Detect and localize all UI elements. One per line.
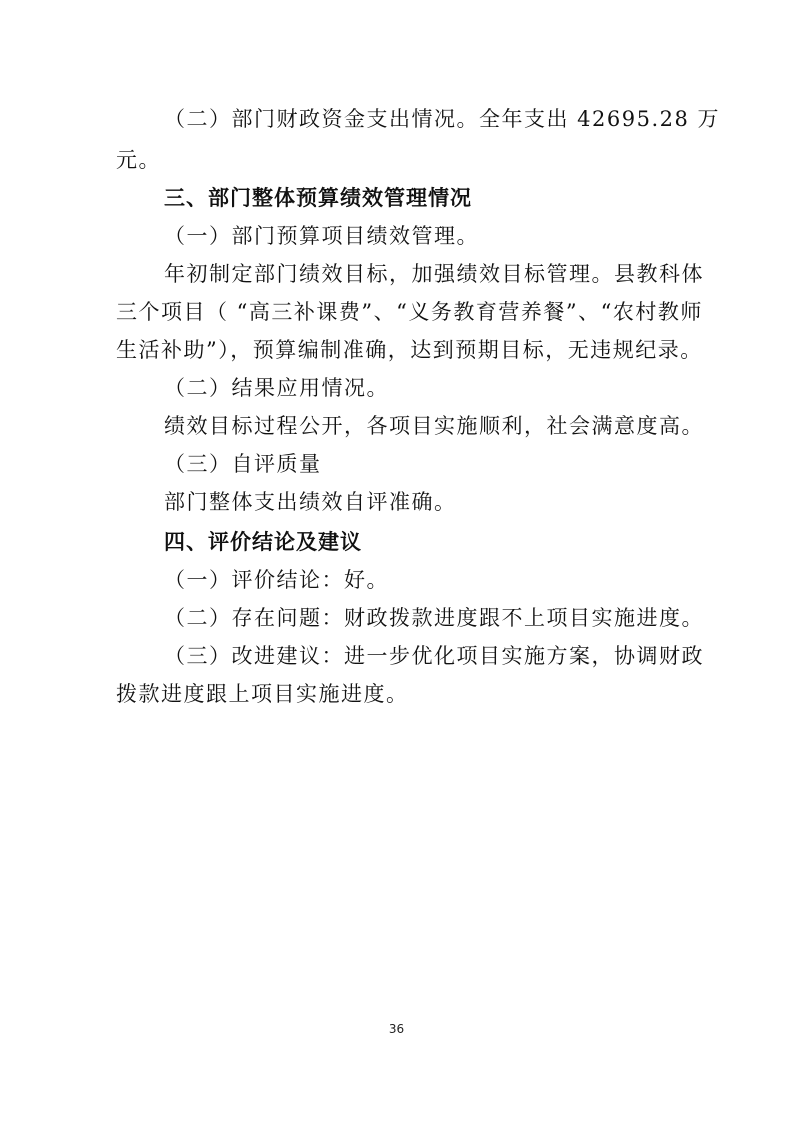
paragraph-expenditure-line-1: （二）部门财政资金支出情况。全年支出 42695.28 万	[164, 107, 721, 131]
section-heading-3: 三、部门整体预算绩效管理情况	[164, 186, 472, 210]
problem-item: （二）存在问题：财政拨款进度跟不上项目实施进度。	[164, 606, 704, 630]
subheading-project-performance: （一）部门预算项目绩效管理。	[164, 224, 479, 248]
subheading-results: （二）结果应用情况。	[164, 376, 389, 400]
paragraph-targets-line-1: 年初制定部门绩效目标，加强绩效目标管理。县教科体	[164, 262, 704, 286]
subheading-self-evaluation: （三）自评质量	[164, 452, 322, 476]
suggestion-item-line-2: 拨款进度跟上项目实施进度。	[116, 682, 409, 706]
paragraph-results: 绩效目标过程公开，各项目实施顺利，社会满意度高。	[164, 414, 704, 438]
conclusion-item: （一）评价结论：好。	[164, 568, 389, 592]
paragraph-self-evaluation: 部门整体支出绩效自评准确。	[164, 490, 457, 514]
paragraph-targets-line-2: 三个项目（ “高三补课费”、“义务教育营养餐”、“农村教师	[116, 300, 703, 324]
section-heading-4: 四、评价结论及建议	[164, 530, 362, 554]
suggestion-item-line-1: （三）改进建议：进一步优化项目实施方案，协调财政	[164, 644, 704, 668]
page-number: 36	[388, 1022, 405, 1036]
paragraph-targets-line-3: 生活补助”），预算编制准确，达到预期目标，无违规纪录。	[116, 338, 703, 362]
paragraph-expenditure-line-2: 元。	[116, 148, 161, 172]
